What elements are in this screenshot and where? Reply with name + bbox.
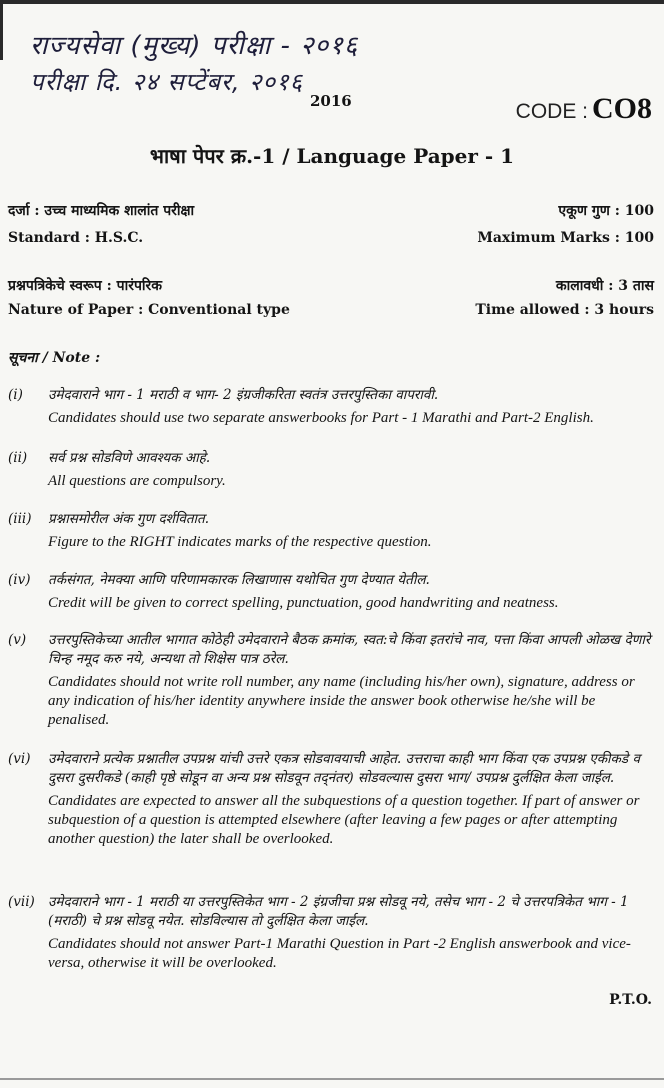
- note-number: (v): [8, 632, 27, 648]
- handwritten-exam-name: राज्यसेवा (मुख्य) परीक्षा - २०१६: [30, 31, 359, 61]
- please-turn-over: P.T.O.: [609, 992, 652, 1008]
- note-text-english: Figure to the RIGHT indicates marks of the respective question.: [48, 534, 432, 550]
- note-number: (vi): [8, 751, 31, 767]
- note-item: [8, 631, 652, 730]
- note-text-english: Candidates are expected to answer all the subquestions of a question together. If part of answer or subquestion of a question is attempted elsewhere (after leaving a few pages or after attempting another question) the later shall be overlooked.: [48, 793, 640, 847]
- note-text-marathi: तर्कसंगत, नेमक्या आणि परिणामकारक लिखाणास यथोचित गुण देण्यात येतील.: [48, 572, 430, 588]
- standard-en: Standard : H.S.C.: [8, 230, 144, 246]
- note-item: [8, 510, 652, 552]
- exam-year: 2016: [310, 92, 352, 110]
- max-marks-en: Maximum Marks : 100: [477, 230, 654, 246]
- meta-row-grade: [8, 201, 654, 220]
- left-scan-border: [0, 0, 3, 60]
- total-marks-mr: एकूण गुण : 100: [558, 203, 654, 219]
- note-number: (iv): [8, 572, 31, 588]
- paper-title: भाषा पेपर क्र.-1 / Language Paper - 1: [149, 144, 515, 168]
- code-value: CO8: [592, 92, 652, 125]
- note-item: [8, 750, 652, 849]
- note-text-english: Candidates should use two separate answerbooks for Part - 1 Marathi and Part-2 English.: [48, 410, 594, 426]
- note-text-marathi: सर्व प्रश्न सोडविणे आवश्यक आहे.: [48, 450, 211, 466]
- note-item: [8, 893, 652, 973]
- note-text-marathi: उत्तरपुस्तिकेच्या आतील भागात कोठेही उमेदवाराने बैठक क्रमांक, स्वत:चे किंवा इतरांचे नाव, पत्ता किंवा आपली ओळख देणारे चिन्ह नमूद करु नये, अन्यथा तो शिक्षेस पात्र ठरेल.: [48, 632, 651, 667]
- handwritten-exam-date: परीक्षा दि. २४ सप्टेंबर, २०१६: [30, 68, 304, 96]
- note-item: [8, 386, 652, 428]
- note-number: (iii): [8, 511, 32, 527]
- meta-row-nature-en: [8, 302, 654, 318]
- note-text-english: Credit will be given to correct spelling, punctuation, good handwriting and neatness.: [48, 595, 559, 611]
- note-text-english: Candidates should not answer Part-1 Marathi Question in Part -2 English answerbook and vice-versa, otherwise it will be overlooked.: [48, 936, 631, 971]
- meta-row-nature-mr: [8, 276, 654, 295]
- nature-mr: प्रश्नपत्रिकेचे स्वरूप : पारंपरिक: [8, 278, 163, 294]
- time-en: Time allowed : 3 hours: [475, 302, 654, 318]
- note-number: (ii): [8, 450, 28, 466]
- grade-mr: दर्जा : उच्च माध्यमिक शालांत परीक्षा: [8, 203, 195, 219]
- note-text-marathi: प्रश्नासमोरील अंक गुण दर्शवितात.: [48, 511, 210, 527]
- paper-code: [516, 92, 652, 126]
- note-text-marathi: उमेदवाराने भाग - 1 मराठी या उत्तरपुस्तिकेत भाग - 2 इंग्रजीचा प्रश्न सोडवू नये, तसेच भाग - 2 चे उत्तरपत्रिकेत भाग - 1 (मराठी) चे प्रश्न सोडवू नयेत. सोडविल्यास तो दुर्लक्षित केला जाईल.: [48, 894, 629, 929]
- note-heading: सूचना / Note :: [8, 350, 101, 366]
- note-number: (i): [8, 387, 23, 403]
- nature-en: Nature of Paper : Conventional type: [8, 302, 290, 318]
- note-item: [8, 571, 652, 613]
- note-number: (vii): [8, 894, 35, 910]
- note-item: [8, 449, 652, 491]
- meta-row-standard: [8, 230, 654, 246]
- duration-mr: कालावधी : 3 तास: [555, 278, 654, 294]
- top-scan-border: [0, 0, 664, 4]
- note-text-english: All questions are compulsory.: [48, 473, 226, 489]
- note-text-english: Candidates should not write roll number, any name (including his/her own), signature, address or any indication of his/her identity anywhere inside the answer book otherwise he/she will be penalised.: [48, 674, 635, 728]
- note-text-marathi: उमेदवाराने भाग - 1 मराठी व भाग- 2 इंग्रजीकरिता स्वतंत्र उत्तरपुस्तिका वापरावी.: [48, 387, 439, 403]
- bottom-scan-line: [0, 1078, 664, 1080]
- code-label: CODE :: [515, 100, 588, 123]
- note-text-marathi: उमेदवाराने प्रत्येक प्रश्नातील उपप्रश्न यांची उत्तरे एकत्र सोडवावयाची आहेत. उत्तराचा काही भाग किंवा एक उपप्रश्न एकीकडे व दुसरा दुसरीकडे (काही पृष्ठे सोडून वा अन्य प्रश्न सोडवून तद्नंतर) सोडवल्यास दुसरा भाग/ उपप्रश्न दुर्लक्षित केला जाईल.: [48, 751, 640, 786]
